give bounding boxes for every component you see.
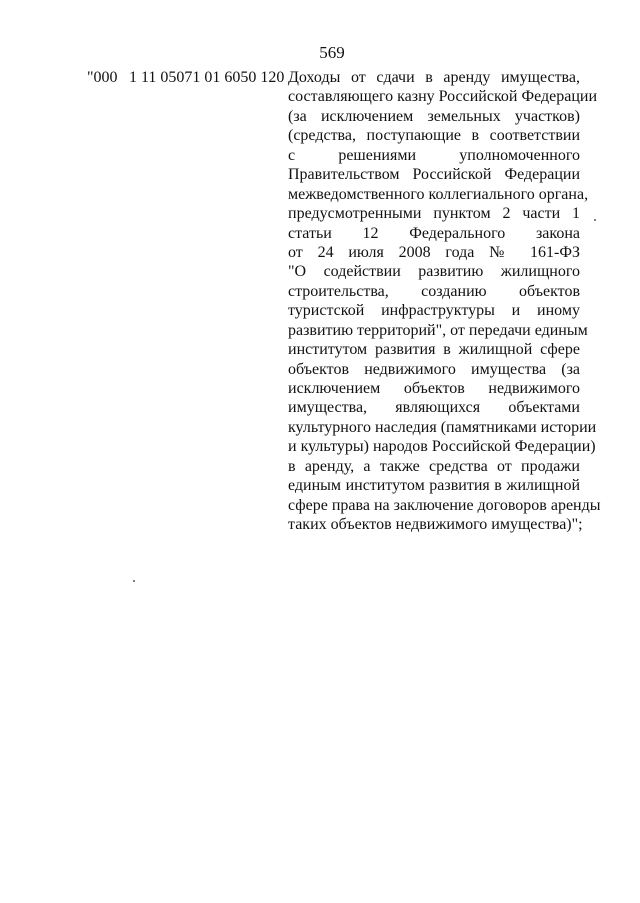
description-line: предусмотренными пунктом 2 части 1 <box>288 205 580 223</box>
description-line: сфере права на заключение договоров аренды <box>288 496 601 514</box>
description-line: Доходы от сдачи в аренду имущества, <box>288 69 580 86</box>
description-line: (за исключением земельных участков) <box>288 107 580 125</box>
description-line: культурного наследия (памятниками истории <box>288 418 597 436</box>
description-line: объектов недвижимого имущества (за <box>288 360 580 378</box>
income-classification-code: 1 11 05071 01 6050 120 <box>129 69 285 86</box>
page-number: 569 <box>319 43 345 62</box>
description-line: исключением объектов недвижимого <box>288 380 580 397</box>
description-line: имущества, являющихся объектами <box>288 399 580 417</box>
description-line: Правительством Российской Федерации <box>288 166 580 184</box>
scan-speck <box>133 580 135 582</box>
description-line: развитию территорий", от передачи единым <box>288 321 588 339</box>
description-line: туристской инфраструктуры и иному <box>288 302 580 320</box>
description-line: межведомственного коллегиального органа, <box>288 185 589 203</box>
administrator-code: "000 <box>87 69 118 86</box>
description-line: в аренду, а также средства от продажи <box>288 457 580 475</box>
description-line: единым институтом развития в жилищной <box>288 477 580 495</box>
description-line: строительства, созданию объектов <box>288 282 580 300</box>
scan-speck <box>594 219 596 221</box>
description-line: от 24 июля 2008 года № 161-ФЗ <box>288 243 580 261</box>
description-line: таких объектов недвижимого имущества)"; <box>288 516 583 534</box>
description-line: составляющего казну Российской Федерации <box>288 88 598 106</box>
income-description <box>288 68 601 535</box>
description-line: (средства, поступающие в соответствии <box>288 127 580 145</box>
description-line: институтом развития в жилищной сфере <box>288 341 580 359</box>
description-line: статьи 12 Федерального закона <box>288 224 580 242</box>
description-line: с решениями уполномоченного <box>288 146 580 164</box>
description-line: "О содействии развитию жилищного <box>288 263 580 281</box>
description-line: и культуры) народов Российской Федерации) <box>288 438 596 456</box>
